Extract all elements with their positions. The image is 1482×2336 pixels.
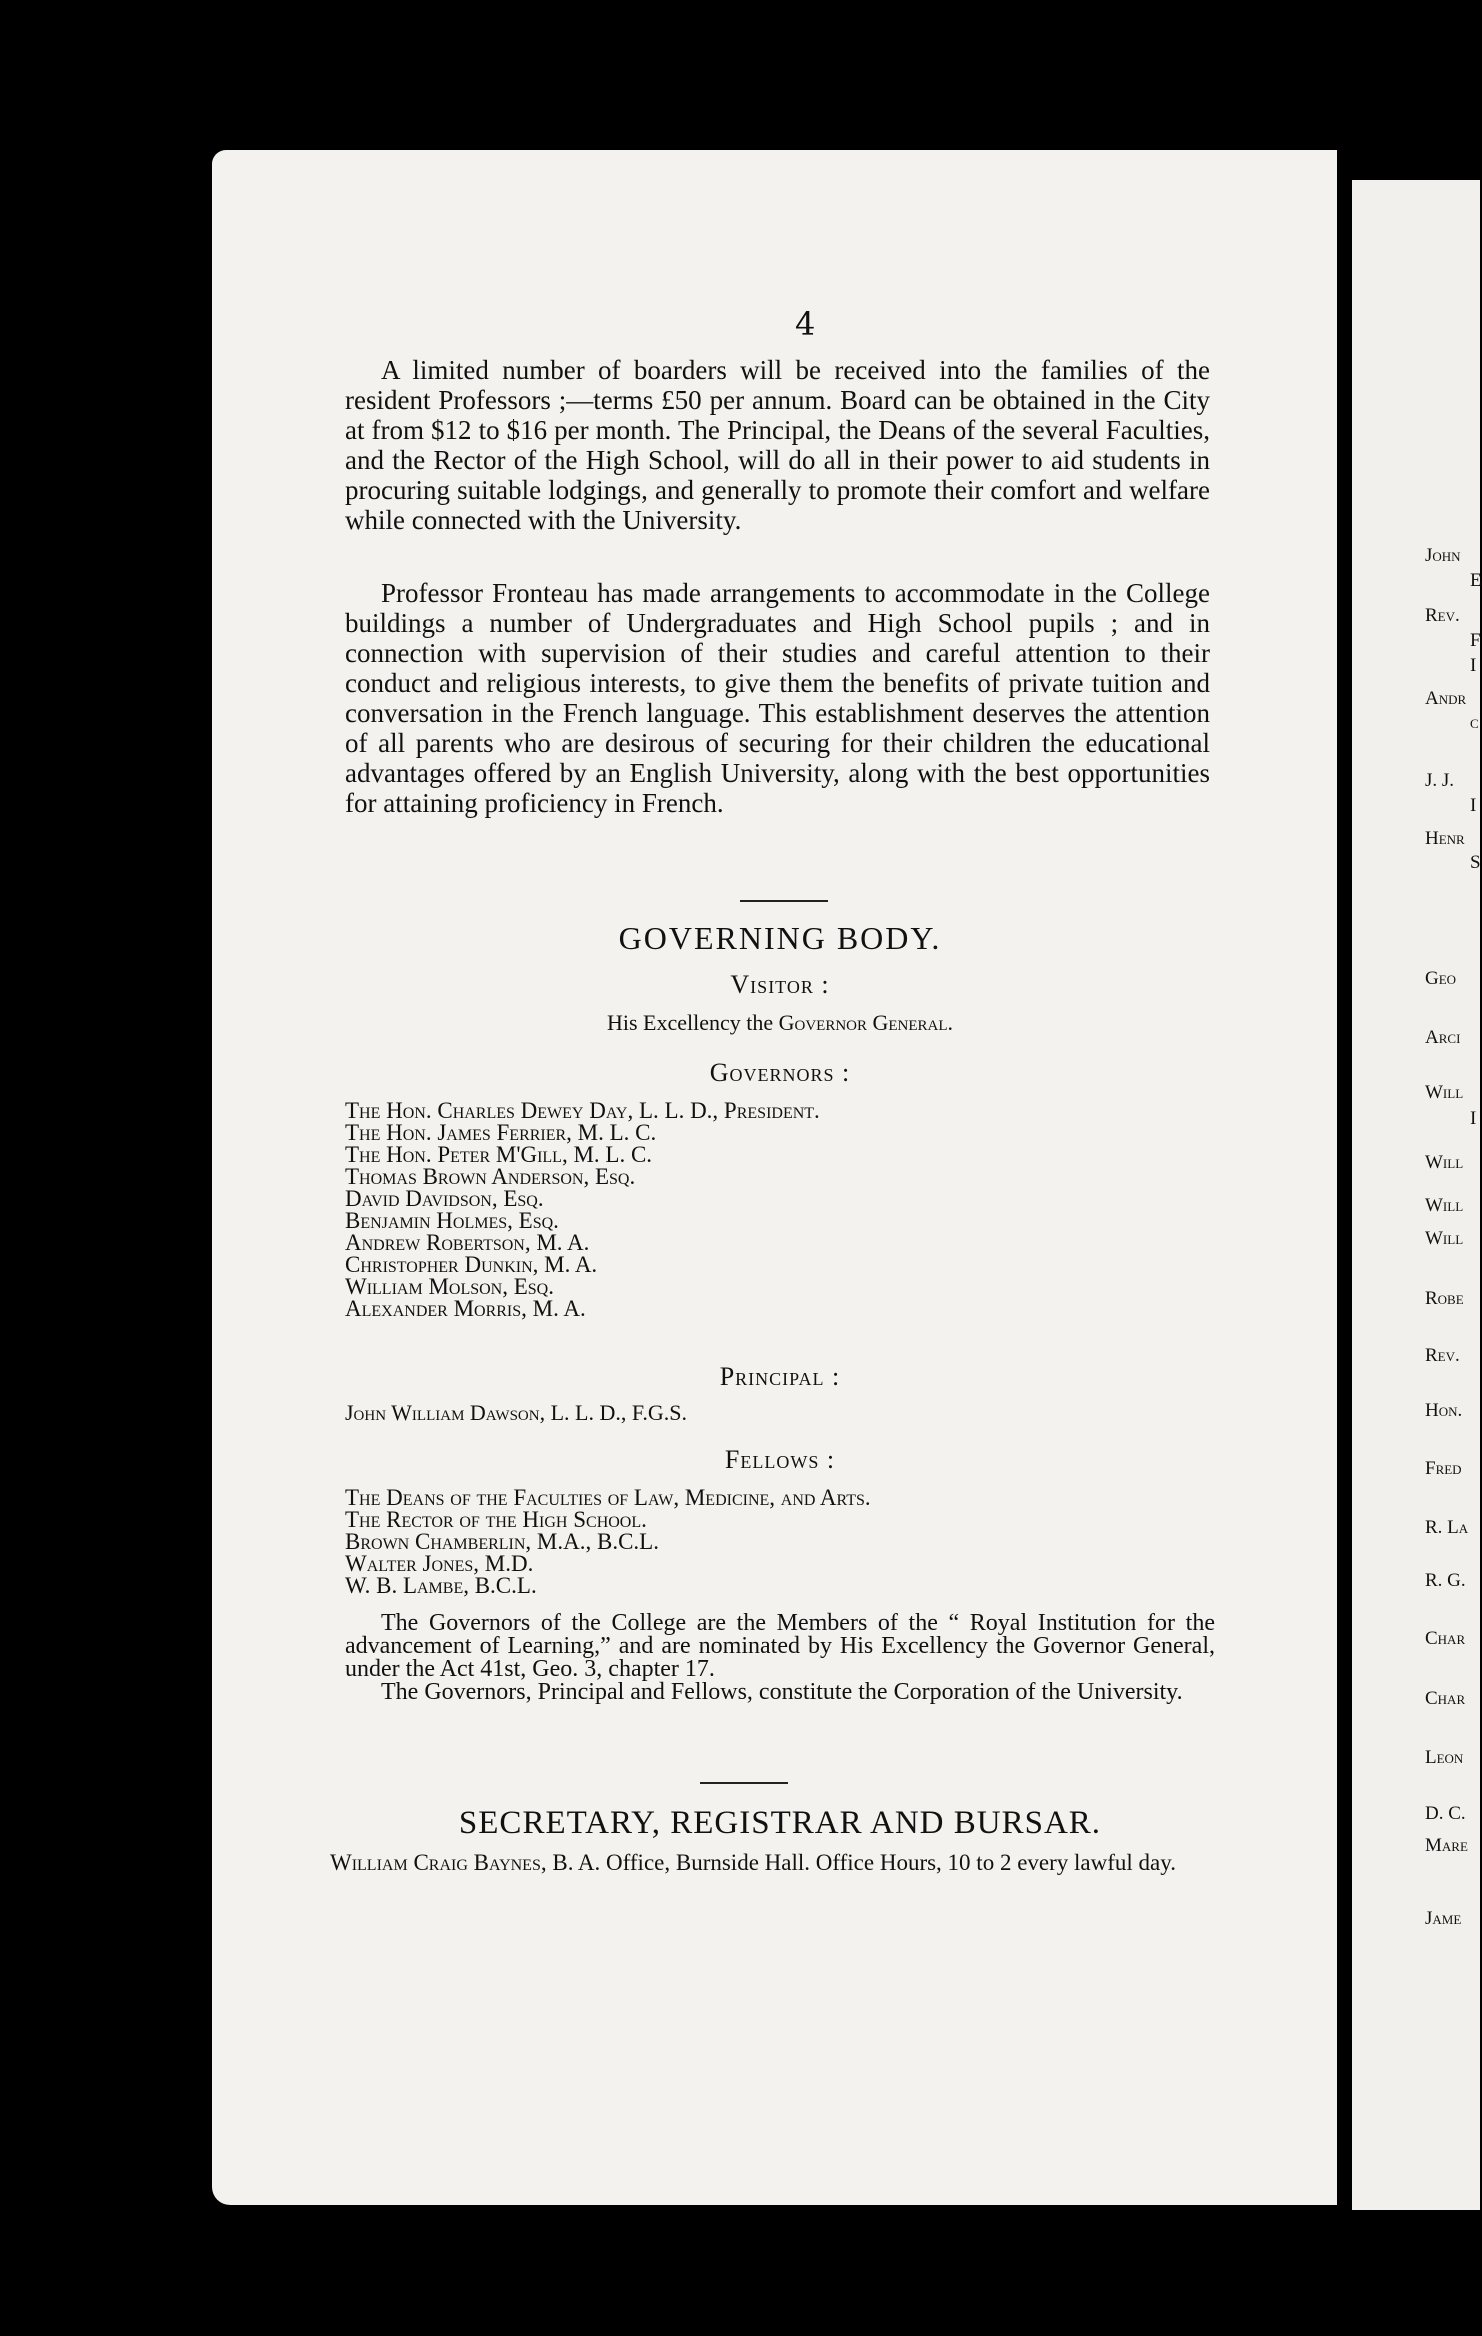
right-fragment: Will [1425,1082,1464,1103]
divider [700,1782,788,1784]
governor-item: Alexander Morris, M. A. [345,1296,586,1321]
right-fragment: Andr [1425,688,1467,709]
secretary-details: B. A. Office, Burnside Hall. Office Hours, 10 to 2 every lawful day. [546,1850,1176,1875]
right-fragment: J. J. [1425,770,1455,791]
fellows-heading: Fellows : [724,1445,836,1474]
fellow-item: The Deans of the Faculties of Law, Medicine, and Arts. [345,1485,871,1510]
right-fragment: Leon [1425,1747,1464,1768]
right-fragment: Mare [1425,1835,1468,1856]
governor-item: The Hon. James Ferrier, M. L. C. [345,1120,657,1145]
right-fragment: D. C. [1425,1803,1466,1824]
governor-item: The Hon. Charles Dewey Day, L. L. D., President. [345,1098,820,1123]
governor-item: David Davidson, Esq. [345,1186,544,1211]
right-fragment: Rev. [1425,605,1460,626]
governor-item: William Molson, Esq. [345,1274,554,1299]
governors-list [345,1100,820,1320]
page-number: 4 [795,305,816,343]
right-fragment: Char [1425,1688,1466,1709]
right-fragment: R. La [1425,1517,1469,1538]
right-fragment: Will [1425,1195,1464,1216]
divider [740,900,828,902]
right-fragment: John [1425,545,1461,566]
fellow-item: The Rector of the High School. [345,1507,647,1532]
right-fragment: I [1470,655,1477,676]
right-fragment: Arci [1425,1027,1461,1048]
governor-item: Benjamin Holmes, Esq. [345,1208,559,1233]
right-fragment: S [1470,852,1481,873]
visitor-heading: Visitor : [730,970,830,999]
right-fragment: R. G. [1425,1570,1466,1591]
governing-body-title: GOVERNING BODY. [618,920,942,956]
governors-note: The Governors of the College are the Members of the “ Royal Institution for the advancement of Learning,” and are nominated by His Excellency the Governor General, under the Act 41st, Geo. 3, chapter 17. [345,1610,1215,1682]
governor-item: Andrew Robertson, M. A. [345,1230,590,1255]
right-fragment: Char [1425,1628,1466,1649]
right-fragment: Robe [1425,1288,1464,1309]
secretary-name: William Craig Baynes, [330,1850,547,1875]
corporation-paragraphs [345,1612,1215,1704]
paragraph-1: A limited number of boarders will be received into the families of the resident Professors ;—terms £50 per annum. Board can be obtained in the City at from $12 to $16 per month. The Principal, the Deans of the several Faculties, and the Rector of the High School, will do all in their power to aid students in procuring suitable lodgings, and generally to promote their comfort and welfare while connected with the University. [345,355,1210,535]
secretary-title: SECRETARY, REGISTRAR AND BURSAR. [458,1805,1102,1841]
governor-item: Christopher Dunkin, M. A. [345,1252,598,1277]
right-fragment: Fred [1425,1458,1462,1479]
principal-heading: Principal : [719,1362,841,1391]
right-fragment: F [1470,630,1481,651]
corporation-note: The Governors, Principal and Fellows, constitute the Corporation of the University. [381,1679,1183,1705]
governor-item: The Hon. Peter M'Gill, M. L. C. [345,1142,653,1167]
right-fragment: Jame [1425,1908,1462,1929]
fellow-item: Walter Jones, M.D. [345,1551,534,1576]
right-fragment: c [1470,712,1479,733]
fronteau-paragraph [345,578,1210,818]
right-fragment: E [1470,570,1482,591]
right-fragment: Geo [1425,968,1457,989]
visitor-name: Governor General. [778,1010,954,1035]
right-fragment: Will [1425,1228,1464,1249]
principal-name: John William Dawson, L. L. D., F.G.S. [345,1400,687,1425]
right-fragment: Henr [1425,828,1465,849]
boarders-paragraph [345,355,1210,535]
visitor-line [345,1010,1215,1036]
secretary-line [330,1850,1230,1876]
governor-item: Thomas Brown Anderson, Esq. [345,1164,636,1189]
visitor-prefix: His Excellency the [606,1010,779,1035]
governors-heading: Governors : [709,1058,851,1087]
fellow-item: Brown Chamberlin, M.A., B.C.L. [345,1529,659,1554]
paragraph-2: Professor Fronteau has made arrangements to accommodate in the College buildings a number of Undergraduates and High School pupils ; and in connection with supervision of their studies and careful attention to their conduct and religious interests, to give them the benefits of private tuition and conversation in the French language. This establishment deserves the attention of all parents who are desirous of securing for their children the educational advantages offered by an English University, along with the best opportunities for attaining proficiency in French. [345,578,1210,818]
right-fragment: I [1470,795,1477,816]
right-fragment: Will [1425,1152,1464,1173]
fellows-list [345,1487,871,1597]
right-fragment: I [1470,1108,1477,1129]
right-fragment: Hon. [1425,1400,1463,1421]
right-fragment: Rev. [1425,1345,1460,1366]
fellow-item: W. B. Lambe, B.C.L. [345,1573,537,1598]
